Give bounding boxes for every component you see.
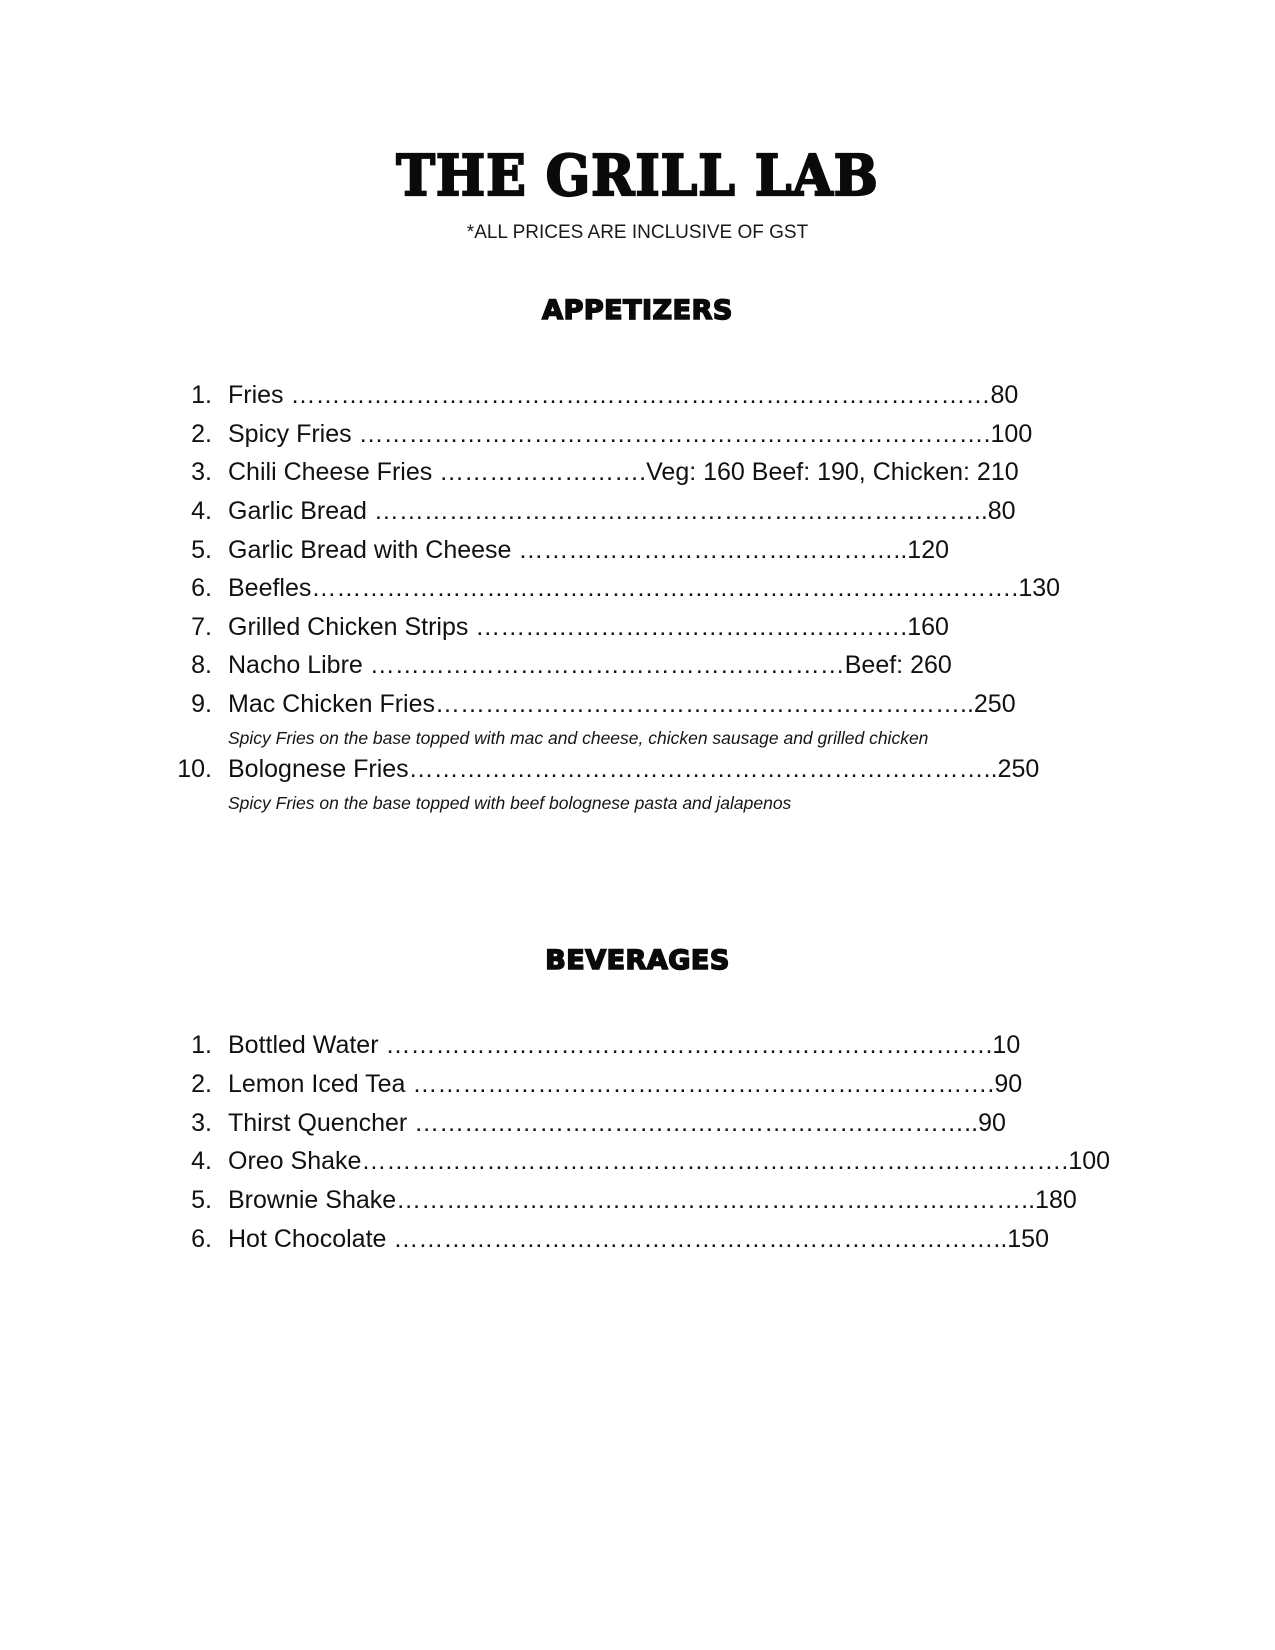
item-line: Bottled Water ……………………………………………………………….10 xyxy=(228,1031,1021,1059)
item-line: Garlic Bread with Cheese ………………………………………..120 xyxy=(228,536,950,564)
item-line: Chili Cheese Fries …………………….Veg: 160 Beef: 190, Chicken: 210 xyxy=(228,458,1019,486)
item-number: 5. xyxy=(191,1186,212,1214)
item-line: Brownie Shake…………………………………………………………………..180 xyxy=(228,1186,1077,1214)
item-line: Mac Chicken Fries………………………………………………………..250 xyxy=(228,690,1016,718)
item-number: 2. xyxy=(191,1070,212,1098)
gst-note: *ALL PRICES ARE INCLUSIVE OF GST xyxy=(466,222,809,243)
item-number: 1. xyxy=(191,1031,212,1059)
menu-title: THE GRILL LAB xyxy=(396,143,879,209)
item-number: 3. xyxy=(191,1109,212,1137)
item-line: Spicy Fries ………………………………………………………………….100 xyxy=(228,420,1033,448)
item-number: 6. xyxy=(191,574,212,602)
item-line: Fries …………………………………………………………………………80 xyxy=(228,381,1019,409)
item-number: 2. xyxy=(191,420,212,448)
item-number: 7. xyxy=(191,613,212,641)
item-number: 1. xyxy=(191,381,212,409)
item-line: Beefles………………………………………………………………………….130 xyxy=(228,574,1061,602)
item-line: Lemon Iced Tea …………………………………………………………….90 xyxy=(228,1070,1023,1098)
item-line: Garlic Bread ………………………………………………………………..80 xyxy=(228,497,1016,525)
item-line: Thirst Quencher …………………………………………………………..90 xyxy=(228,1109,1006,1137)
item-description: Spicy Fries on the base topped with mac and cheese, chicken sausage and grilled chicken xyxy=(228,728,929,748)
item-description: Spicy Fries on the base topped with beef bolognese pasta and jalapenos xyxy=(228,793,792,813)
item-line: Nacho Libre …………………………………………………Beef: 260 xyxy=(228,651,952,679)
item-line: Grilled Chicken Strips …………………………………………….160 xyxy=(228,613,949,641)
item-number: 3. xyxy=(191,458,212,486)
item-line: Oreo Shake………………………………………………………………………….100 xyxy=(228,1147,1111,1175)
item-line: Hot Chocolate ………………………………………………………………..150 xyxy=(228,1225,1049,1253)
beverages-heading: BEVERAGES xyxy=(545,945,730,976)
item-number: 6. xyxy=(191,1225,212,1253)
item-number: 10. xyxy=(177,755,212,783)
appetizers-heading: APPETIZERS xyxy=(542,295,733,326)
item-number: 9. xyxy=(191,690,212,718)
item-number: 5. xyxy=(191,536,212,564)
item-number: 8. xyxy=(191,651,212,679)
item-line: Bolognese Fries……………………………………………………………..250 xyxy=(228,755,1040,783)
item-number: 4. xyxy=(191,1147,212,1175)
item-number: 4. xyxy=(191,497,212,525)
